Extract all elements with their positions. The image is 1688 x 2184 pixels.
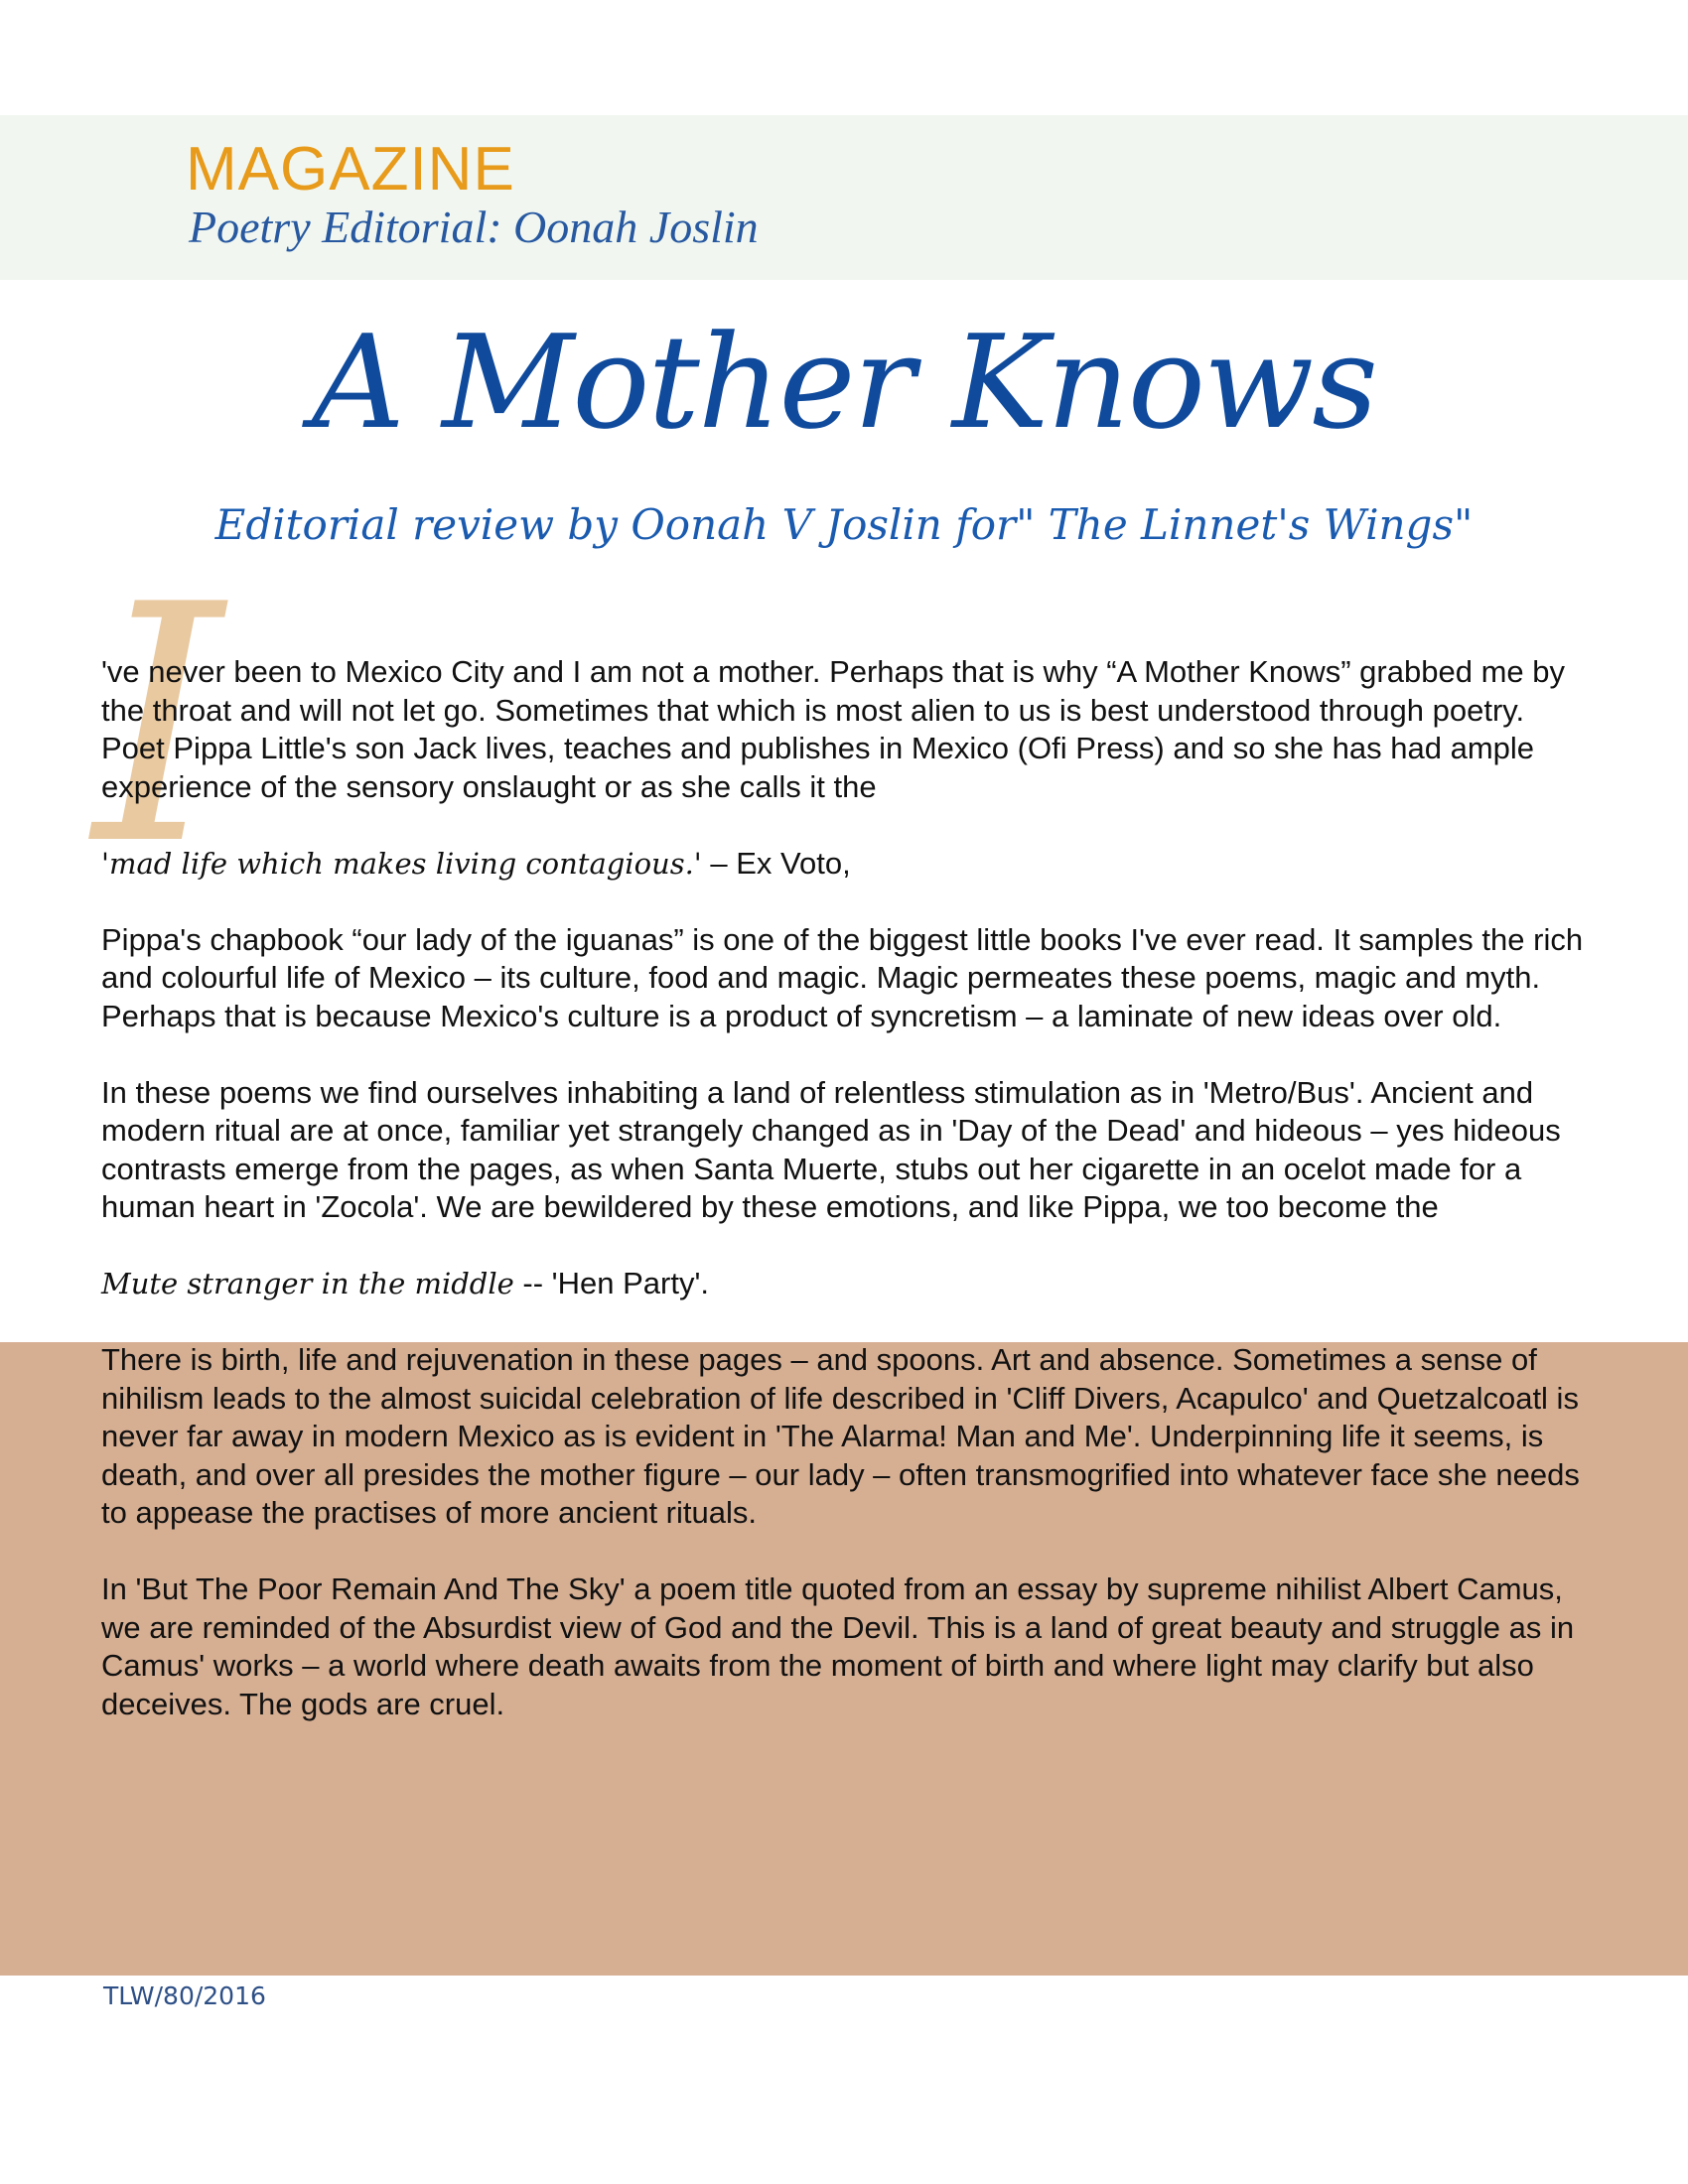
article-body [101, 653, 1591, 1762]
quote-text: Mute stranger in the middle [101, 1267, 514, 1300]
paragraph-2: Pippa's chapbook “our lady of the iguanas” is one of the biggest little books I've ever read. It samples the rich and colourful life of Mexico – its culture, food and magic. Magic permeates these poems, magic and myth. Perhaps that is because Mexico's culture is a product of syncretism – a laminate of new ideas over old. [101, 921, 1584, 1033]
quote-source: -- 'Hen Party'. [513, 1266, 709, 1300]
issue-footer: TLW/80/2016 [103, 1981, 266, 2010]
quote-text: 'mad life which makes living contagious.' [101, 846, 702, 881]
paragraph-5: In 'But The Poor Remain And The Sky' a poem title quoted from an essay by supreme nihilist Albert Camus, we are reminded of the Absurdist view of God and the Devil. This is a land of great beauty and struggle as in Camus' works – a world where death awaits from the moment of birth and where light may clarify but also deceives. The gods are cruel. [101, 1571, 1575, 1721]
quote-source: – Ex Voto, [701, 845, 851, 881]
paragraph-3: In these poems we find ourselves inhabiting a land of relentless stimulation as in 'Metro/Bus'. Ancient and modern ritual are at once, familiar yet strangely changed as in 'Day of the Dead' and hideous – yes hideous contrasts emerge from the pages, as when Santa Muerte, stubs out her cigarette in an ocelot made for a human heart in 'Zocola'. We are bewildered by these emotions, and like Pippa, we too become the [101, 1074, 1561, 1224]
quote-1 [101, 845, 1591, 884]
paragraph-1: 've never been to Mexico City and I am not a mother. Perhaps that is why “A Mother Knows” grabbed me by the throat and will not let go. Sometimes that which is most alien to us is best understood through poetry. Poet Pippa Little's son Jack lives, teaches and publishes in Mexico (Ofi Press) and so she has had ample experience of the sensory onslaught or as she calls it the [101, 654, 1565, 804]
drop-cap: I [93, 535, 223, 916]
paragraph-4: There is birth, life and rejuvenation in these pages – and spoons. Art and absence. Sometimes a sense of nihilism leads to the almost suicidal celebration of life described in 'Cliff Divers, Acapulco' and Quetzalcoatl is never far away in modern Mexico as is evident in 'The Alarma! Man and Me'. Underpinning life it seems, is death, and over all presides the mother figure – our lady – often transmogrified into whatever face she needs to appease the practises of more ancient rituals. [101, 1342, 1580, 1530]
article-title: A Mother Knows [311, 307, 1377, 458]
article-subtitle: Editorial review by Oonah V Joslin for" The Linnet's Wings" [214, 500, 1474, 549]
magazine-label: MAGAZINE [186, 135, 515, 204]
quote-2 [101, 1265, 1591, 1303]
section-title: Poetry Editorial: Oonah Joslin [189, 202, 759, 252]
